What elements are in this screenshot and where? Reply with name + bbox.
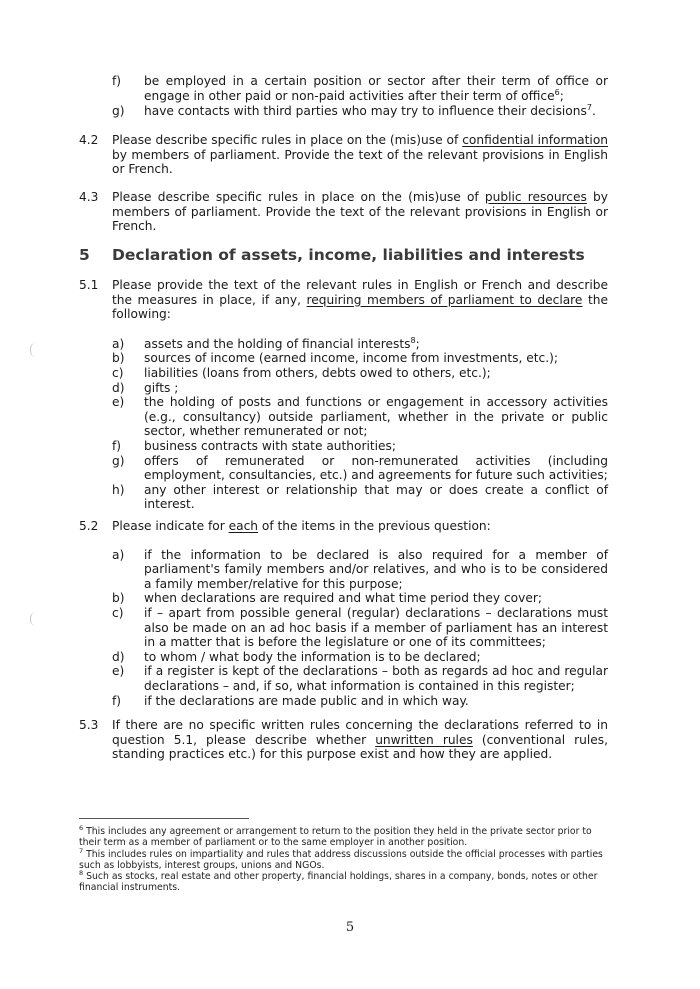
section-heading — [79, 246, 585, 264]
question-number: 5.3 — [79, 718, 99, 732]
footnote-ref: 7 — [586, 103, 592, 113]
list-item: f) business contracts with state authorities; — [112, 438, 396, 453]
list-label: g) — [112, 104, 125, 119]
scan-mark — [30, 612, 37, 626]
list-text: have contacts with third parties who may try to influence their decisions — [144, 104, 587, 119]
question-5-3: 5.3 If there are no specific written rules concerning the declarations referred to in question 5.1, please describe whether unwritten rules (conventional rules, standing practices etc.) for this purpose exist and how they are applied. — [79, 718, 608, 762]
footnote: $^8$ Such as stocks, real estate and other property, financial holdings, shares in a company, bonds, notes or other financial instruments. — [79, 868, 598, 893]
list-item: f) if the declarations are made public and in which way. — [112, 693, 469, 708]
underlined-term: requiring members of parliament to declare — [306, 292, 583, 307]
footnote-ref: 8 — [410, 335, 416, 345]
question-4-2: 4.2 Please describe specific rules in place on the (mis)use of confidential information by members of parliament. Provide the text of the relevant provisions in English or French. — [79, 133, 608, 177]
list-item: d) to whom / what body the information is to be declared; — [112, 649, 481, 664]
footnote-separator — [79, 818, 249, 819]
list-item: e) the holding of posts and functions or engagement in accessory activities (e.g., consultancy) outside parliament, whether in the private or public sector, whether remunerated or not; — [112, 395, 608, 439]
scan-mark — [30, 343, 37, 357]
list-item: g) have contacts with third parties who may try to influence their decisions$^7$. — [112, 103, 596, 119]
list-item: f) be employed in a certain position or sector after their term of office or engage in other paid or non-paid activities after their term of office$^6$; — [112, 74, 608, 103]
footnote: $^6$ This includes any agreement or arrangement to return to the position they held in the private sector prior to their term as a member of parliament or to the same employer in another position. — [79, 823, 592, 848]
question-5-2: 5.2 Please indicate for each of the items in the previous question: a) if the information to be declared is also required for a member of parliament's family members and/or relatives, and who is to be considered a family member/relative for this purpose; b) when declarations are required and what time period they cover; c) if – apart from possible general (regular) declarations – declarations must also be made on an ad hoc basis if a member of parliament has an interest in a matter that is before the legislature or one of its committees; d) to whom / what body the information is to be declared; e) if a register is kept of the declarations – both as regards ad hoc and regular declarations – and, if so, what information is contained in this register; f) if the declarations are made public and in which way. — [0, 519, 700, 708]
list-text: be employed in a certain position or sector after their term of office or engage in other paid or non-paid activities after their term of office — [144, 74, 608, 103]
list-item: a) if the information to be declared is also required for a member of parliament's family members and/or relatives, and who is to be considered a family member/relative for this purpose; — [112, 547, 608, 591]
list-item: h) any other interest or relationship that may or does create a conflict of interest. — [112, 482, 608, 512]
list-item: g) offers of remunerated or non-remunerated activities (including employment, consultancies, etc.) and agreements for future such activities; — [112, 453, 608, 483]
list-item: e) if a register is kept of the declarations – both as regards ad hoc and regular declarations – and, if so, what information is contained in this register; — [112, 664, 608, 693]
question-number: 4.2 — [79, 133, 99, 147]
underlined-term: unwritten rules — [375, 732, 473, 747]
question-4-3: 4.3 Please describe specific rules in place on the (mis)use of public resources by members of parliament. Provide the text of the relevant provisions in English or French. — [79, 190, 608, 234]
question-number: 4.3 — [79, 190, 99, 204]
top-list — [0, 74, 700, 119]
list-label: f) — [112, 74, 122, 88]
list-item: c) if – apart from possible general (regular) declarations – declarations must also be made on an ad hoc basis if a member of parliament has an interest in a matter that is before the legislature or one of its committees; — [112, 605, 608, 650]
question-5-1: 5.1 Please provide the text of the relevant rules in English or French and describe the measures in place, if any, requiring members of parliament to declare the following: a) assets and the holding of financial interests$^8$; b) sources of income (earned income, income from investments, etc.); c) liabilities (loans from others, debts owed to others, etc.); d) gifts ; e) the holding of posts and functions or engagement in accessory activities (e.g., consultancy) outside parliament, whether in the private or public sector, whether remunerated or not; f) business contracts with state authorities; g) offers of remunerated or non-remunerated activities (including employment, consultancies, etc.) and agreements for future such activities; h) any other interest or relationship that may or does create a conflict of interest. — [0, 278, 700, 512]
list-item: c) liabilities (loans from others, debts owed to others, etc.); — [112, 365, 491, 380]
list-item: a) assets and the holding of financial interests$^8$; — [112, 335, 420, 351]
question-number: 5.1 — [79, 278, 99, 292]
underlined-term: confidential information — [462, 133, 608, 147]
section-title: Declaration of assets, income, liabilities and interests — [112, 246, 585, 264]
footnote-ref: 6 — [554, 87, 560, 97]
question-5-2-list — [0, 548, 700, 709]
footnote: $^7$ This includes rules on impartiality and rules that address discussions outside the official processes with parties such as lobbyists, interest groups, unions and NGOs. — [79, 846, 603, 871]
underlined-term: each — [228, 519, 259, 533]
section-number: 5 — [79, 246, 90, 264]
list-item: b) sources of income (earned income, income from investments, etc.); — [112, 351, 558, 366]
list-item: b) when declarations are required and what time period they cover; — [112, 591, 542, 606]
footnotes — [79, 823, 614, 894]
list-item: d) gifts ; — [112, 380, 179, 395]
question-number: 5.2 — [79, 519, 99, 533]
question-5-1-list — [0, 337, 700, 512]
page-number: 5 — [345, 920, 355, 935]
underlined-term: public resources — [484, 190, 587, 204]
